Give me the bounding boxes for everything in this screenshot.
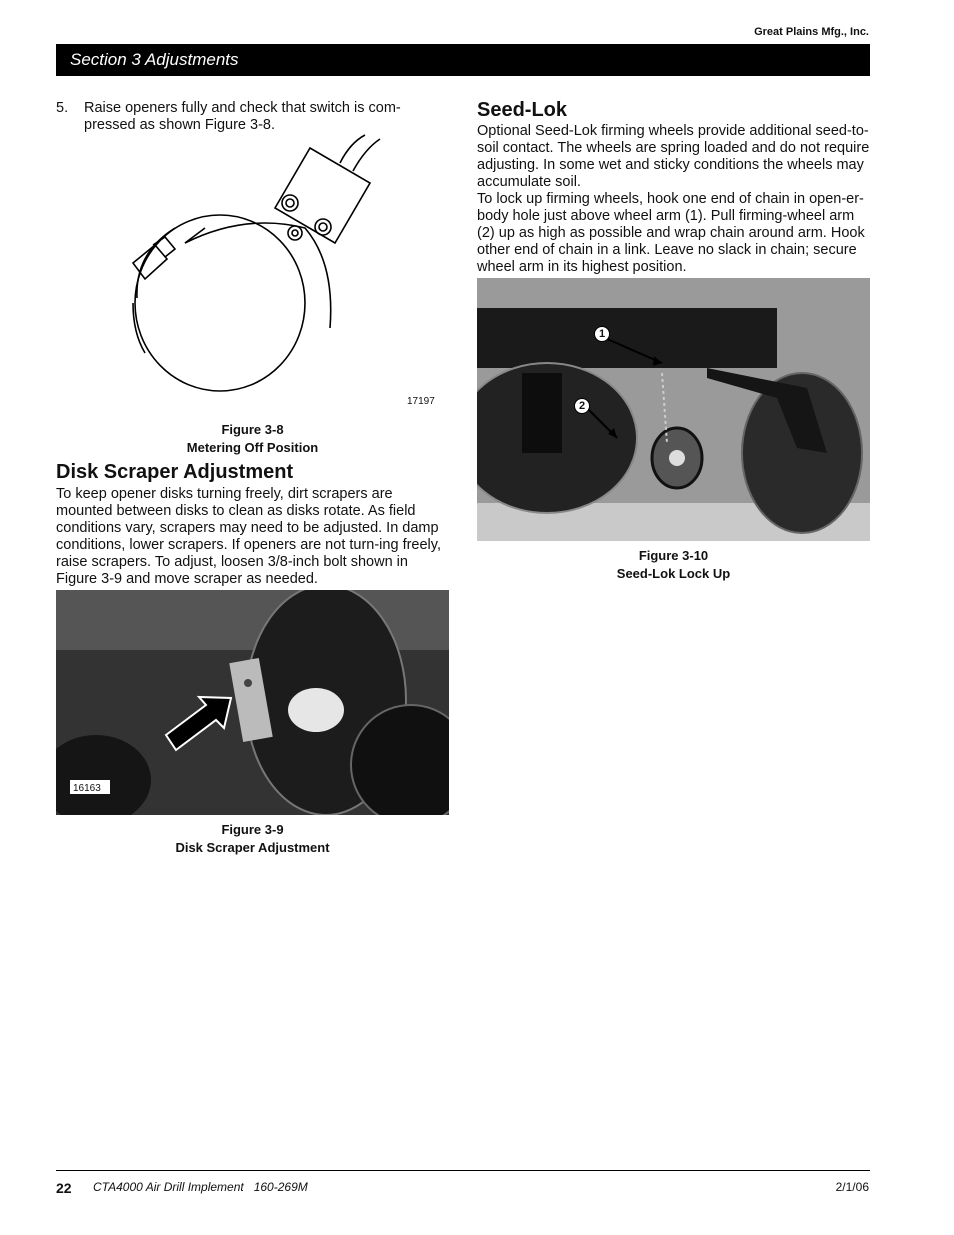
figure-3-9-caption [56,821,449,857]
figure-3-9-ref-id: 16163 [73,783,101,794]
step-number: 5. [56,100,69,116]
figure-3-8-ref-id: 17197 [407,396,435,407]
figure-3-10-caption [477,547,870,583]
page-number: 22 [56,1180,72,1196]
disk-scraper-heading: Disk Scraper Adjustment [56,461,294,483]
company-name: Great Plains Mfg., Inc. [754,26,869,38]
callout-1-badge: 1 [594,326,610,342]
seed-lok-heading: Seed-Lok [477,99,568,121]
callout-2-badge: 2 [574,398,590,414]
seed-lok-paragraph-2: To lock up firming wheels, hook one end of chain in open-er-body hole just above wheel arm (1). Pull firming-wheel arm (2) up as high as possible and wrap chain around arm. Hook other end of chain in a link. Leave no slack in chain; secure wheel arm in its highest position. [477,191,865,275]
figure-3-8-label: Figure 3-8 [221,422,284,437]
section-title: Section 3 Adjustments [70,50,239,69]
figure-3-8-title: Metering Off Position [186,440,319,455]
figure-3-9-title: Disk Scraper Adjustment [175,840,330,855]
figure-3-9-photo [56,590,449,815]
figure-3-9-label: Figure 3-9 [221,822,284,837]
step-text: Raise openers fully and check that switch is com-pressed as shown Figure 3-8. [84,100,401,133]
section-title-bar [56,44,870,76]
figure-3-10-photo [477,278,870,541]
disk-scraper-paragraph: To keep opener disks turning freely, dirt scrapers are mounted between disks to clean as disks rotate. As field conditions vary, scrapers may need to be adjusted. In damp conditions, lower scrapers. If openers are not turn-ing freely, raise scrapers. To adjust, loosen 3/8-inch bolt shown in Figure 3-9 and move scraper as needed. [56,486,441,587]
seed-lok-paragraph-1: Optional Seed-Lok firming wheels provide additional seed-to-soil contact. The wheels are spring loaded and do not require adjusting. In some wet and sticky conditions the wheels may accumulate soil. [477,123,870,190]
figure-3-8-drawing [125,133,440,423]
figure-3-10-title: Seed-Lok Lock Up [616,566,731,581]
footer-rule [56,1170,870,1171]
figure-3-8-caption [56,421,449,457]
document-title: CTA4000 Air Drill Implement 160-269M [93,1180,308,1194]
figure-3-10-label: Figure 3-10 [638,548,709,563]
document-date: 2/1/06 [835,1180,869,1194]
